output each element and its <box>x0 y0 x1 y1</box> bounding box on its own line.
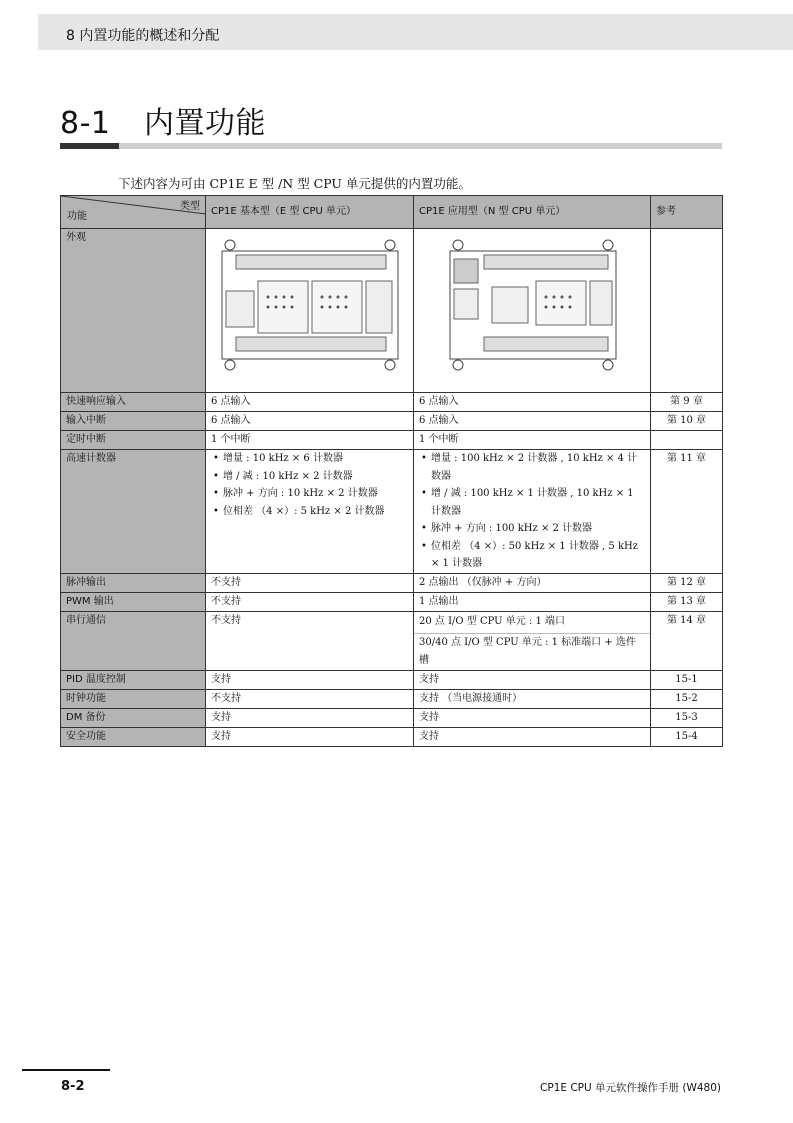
ref-value: 第 14 章 <box>651 611 723 670</box>
table-row <box>61 670 723 689</box>
row-label: PID 温度控制 <box>61 670 206 689</box>
intro-paragraph: 下述内容为可由 CP1E E 型 /N 型 CPU 单元提供的内置功能。 <box>118 176 471 191</box>
table-row <box>61 611 723 670</box>
function-table <box>60 195 723 747</box>
row-label: 定时中断 <box>61 431 206 450</box>
row-label: PWM 输出 <box>61 592 206 611</box>
row-label: 脉冲输出 <box>61 573 206 592</box>
ref-value: 15-4 <box>651 727 723 746</box>
table-row <box>61 689 723 708</box>
n-value-list-cell <box>414 450 651 574</box>
e-type-cpu-illustration <box>206 229 414 385</box>
table-row <box>61 708 723 727</box>
page-number: 8-2 <box>61 1079 85 1094</box>
n-value: 1 点输出 <box>414 592 651 611</box>
table-row <box>61 393 723 412</box>
corner-function-label: 功能 <box>67 211 87 222</box>
row-label: 输入中断 <box>61 412 206 431</box>
col-header-n: CP1E 应用型（N 型 CPU 单元） <box>414 196 651 229</box>
list-item: • 位相差 （4 ×）: 50 kHz × 1 计数器 , 5 kHz × 1 计数器 <box>419 538 645 573</box>
table-row <box>61 573 723 592</box>
e-value: 1 个中断 <box>206 431 414 450</box>
list-item: • 增量 : 100 kHz × 2 计数器 , 10 kHz × 4 计数器 <box>419 450 645 485</box>
corner-type-label: 类型 <box>180 201 200 212</box>
title-rule-light <box>119 143 722 149</box>
footer-rule <box>22 1069 110 1071</box>
row-label: 串行通信 <box>61 611 206 670</box>
list-item: • 脉冲 + 方向 : 10 kHz × 2 计数器 <box>211 485 408 503</box>
section-number: 8-1 <box>60 106 111 141</box>
row-label: 时钟功能 <box>61 689 206 708</box>
ref-value <box>651 431 723 450</box>
e-value: 6 点输入 <box>206 393 414 412</box>
n-value: 支持 <box>414 727 651 746</box>
section-title-text: 内置功能 <box>144 106 266 141</box>
n-value-cell <box>414 611 651 670</box>
e-value: 不支持 <box>206 592 414 611</box>
table-row <box>61 592 723 611</box>
col-header-e: CP1E 基本型（E 型 CPU 单元） <box>206 196 414 229</box>
title-rule-dark <box>60 143 119 149</box>
e-value-list-cell <box>206 450 414 574</box>
ref-value: 第 12 章 <box>651 573 723 592</box>
row-label: 快速响应输入 <box>61 393 206 412</box>
table-row <box>61 229 723 393</box>
ref-value: 第 13 章 <box>651 592 723 611</box>
table-row <box>61 450 723 574</box>
table-row <box>61 412 723 431</box>
ref-value: 15-2 <box>651 689 723 708</box>
e-counter-list <box>211 450 408 520</box>
row-label: DM 备份 <box>61 708 206 727</box>
e-value: 支持 <box>206 727 414 746</box>
n-value: 支持 （当电源接通时） <box>414 689 651 708</box>
ref-value: 15-3 <box>651 708 723 727</box>
list-item: • 增 / 减 : 100 kHz × 1 计数器 , 10 kHz × 1 计数器 <box>419 485 645 520</box>
chapter-header: 8 内置功能的概述和分配 <box>66 28 220 44</box>
n-value: 6 点输入 <box>414 412 651 431</box>
e-value: 不支持 <box>206 611 414 670</box>
corner-header <box>61 196 206 229</box>
ref-value: 第 11 章 <box>651 450 723 574</box>
n-type-image-cell <box>414 229 651 393</box>
list-item: • 位相差 （4 ×）: 5 kHz × 2 计数器 <box>211 503 408 521</box>
table-row <box>61 431 723 450</box>
ref-value: 第 9 章 <box>651 393 723 412</box>
e-type-image-cell <box>206 229 414 393</box>
n-type-cpu-illustration <box>414 229 651 385</box>
list-item: • 增量 : 10 kHz × 6 计数器 <box>211 450 408 468</box>
n-value: 支持 <box>414 670 651 689</box>
n-value: 2 点输出 （仅脉冲 + 方向） <box>414 573 651 592</box>
row-label: 安全功能 <box>61 727 206 746</box>
list-item: • 增 / 减 : 10 kHz × 2 计数器 <box>211 468 408 486</box>
ref-cell <box>651 229 723 393</box>
n-value: 支持 <box>414 708 651 727</box>
list-item: • 脉冲 + 方向 : 100 kHz × 2 计数器 <box>419 520 645 538</box>
ref-value: 第 10 章 <box>651 412 723 431</box>
ref-value: 15-1 <box>651 670 723 689</box>
n-value: 20 点 I/O 型 CPU 单元 : 1 端口 <box>419 615 566 627</box>
e-value: 支持 <box>206 670 414 689</box>
n-value: 6 点输入 <box>414 393 651 412</box>
n-counter-list <box>419 450 645 573</box>
n-value: 1 个中断 <box>414 431 651 450</box>
e-value: 支持 <box>206 708 414 727</box>
row-label: 外观 <box>61 229 206 393</box>
row-label: 高速计数器 <box>61 450 206 574</box>
table-row <box>61 727 723 746</box>
manual-title: CP1E CPU 单元软件操作手册 (W480) <box>540 1082 721 1094</box>
e-value: 不支持 <box>206 573 414 592</box>
section-title <box>60 98 266 142</box>
n-value-secondary: 30/40 点 I/O 型 CPU 单元 : 1 标准端口 + 选件槽 <box>414 633 650 670</box>
table-header-row <box>61 196 723 229</box>
e-value: 6 点输入 <box>206 412 414 431</box>
e-value: 不支持 <box>206 689 414 708</box>
col-header-ref: 参考 <box>651 196 723 229</box>
